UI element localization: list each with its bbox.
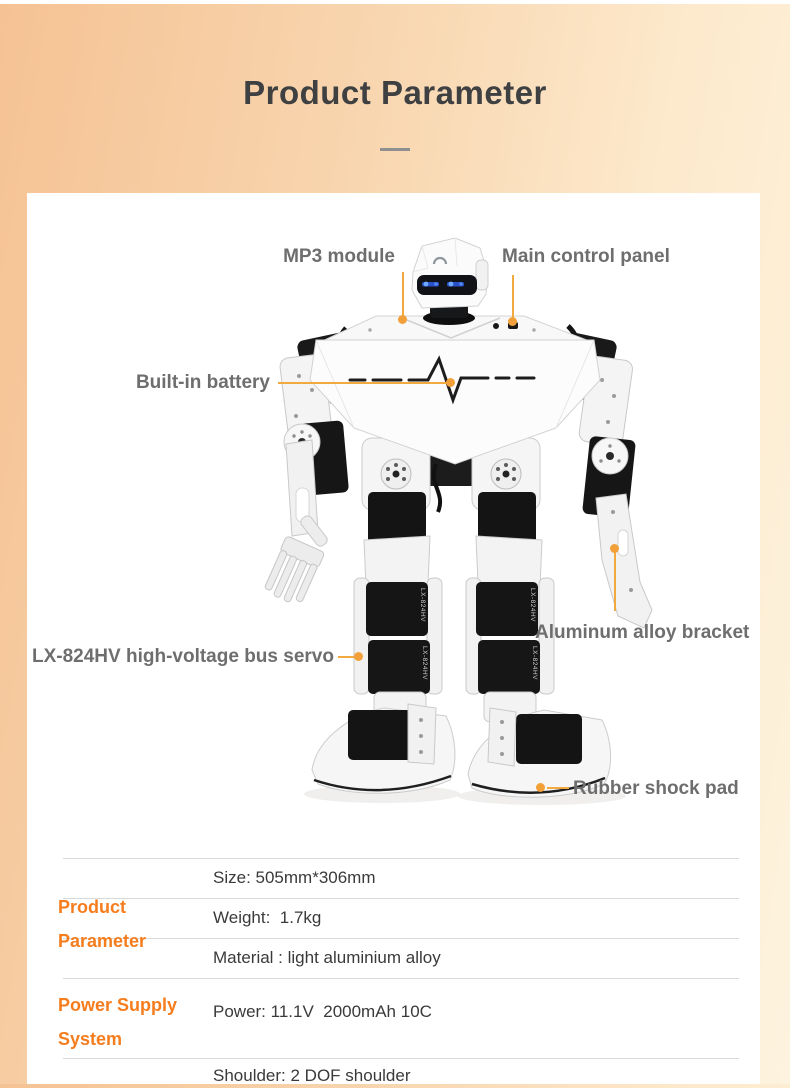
spec-group-power-supply: [58, 988, 177, 1056]
spec-row-size: Size: 505mm*306mm: [213, 868, 376, 887]
group-label-line: Product: [58, 897, 127, 917]
leader-dot-bracket: [610, 544, 619, 553]
callout-mp3-module: MP3 module: [283, 246, 395, 267]
spec-row-shoulder-partial: Shoulder: 2 DOF shoulder: [213, 1066, 411, 1085]
robot-head: [412, 238, 488, 325]
robot-right-leg: [466, 492, 554, 722]
group-label-line: Power Supply: [58, 995, 178, 1015]
callout-rubber-shock-pad: Rubber shock pad: [573, 778, 739, 799]
product-card: [27, 193, 760, 1084]
servo-label: LX-824HV: [529, 588, 536, 622]
leader-line-battery: [278, 382, 448, 384]
group-label-line: Parameter: [58, 931, 147, 951]
spec-row-power: Power: 11.1V 2000mAh 10C: [213, 1002, 432, 1021]
leader-line-mp3: [402, 272, 404, 317]
group-label-line: System: [58, 1029, 123, 1049]
table-divider: [63, 1058, 739, 1059]
table-divider: [63, 898, 739, 899]
table-divider: [63, 938, 739, 939]
leader-line-servo: [338, 656, 355, 658]
page-title: Product Parameter: [243, 74, 547, 111]
callout-aluminum-alloy-bracket: Aluminum alloy bracket: [535, 622, 750, 643]
leader-line-shock-pad: [547, 787, 569, 789]
callout-bus-servo: LX-824HV high-voltage bus servo: [32, 646, 334, 667]
robot-left-foot: [312, 704, 455, 793]
servo-label: LX-824HV: [419, 588, 426, 622]
servo-label: LX-824HV: [531, 646, 538, 680]
spec-row-material: Material : light aluminium alloy: [213, 948, 441, 967]
callout-main-control-panel: Main control panel: [502, 246, 670, 267]
robot-left-leg: [354, 492, 442, 722]
header: [0, 0, 790, 151]
robot-fork-hand: [262, 536, 325, 608]
robot-image: [250, 230, 665, 810]
leader-line-bracket: [614, 549, 616, 611]
robot-torso: [310, 316, 600, 464]
servo-label: LX-824HV: [421, 646, 428, 680]
table-divider: [63, 858, 739, 859]
callout-built-in-battery: Built-in battery: [135, 372, 270, 393]
leader-dot-battery: [446, 378, 455, 387]
spec-row-weight: Weight: 1.7kg: [213, 908, 322, 927]
leader-dot-servo: [354, 652, 363, 661]
leader-dot-mp3: [398, 315, 407, 324]
spec-group-product-parameter: [58, 890, 146, 958]
title-dash: [380, 148, 410, 151]
leader-line-main-control: [512, 275, 514, 319]
table-divider: [63, 978, 739, 979]
leader-dot-shock-pad: [536, 783, 545, 792]
leader-dot-main-control: [508, 317, 517, 326]
